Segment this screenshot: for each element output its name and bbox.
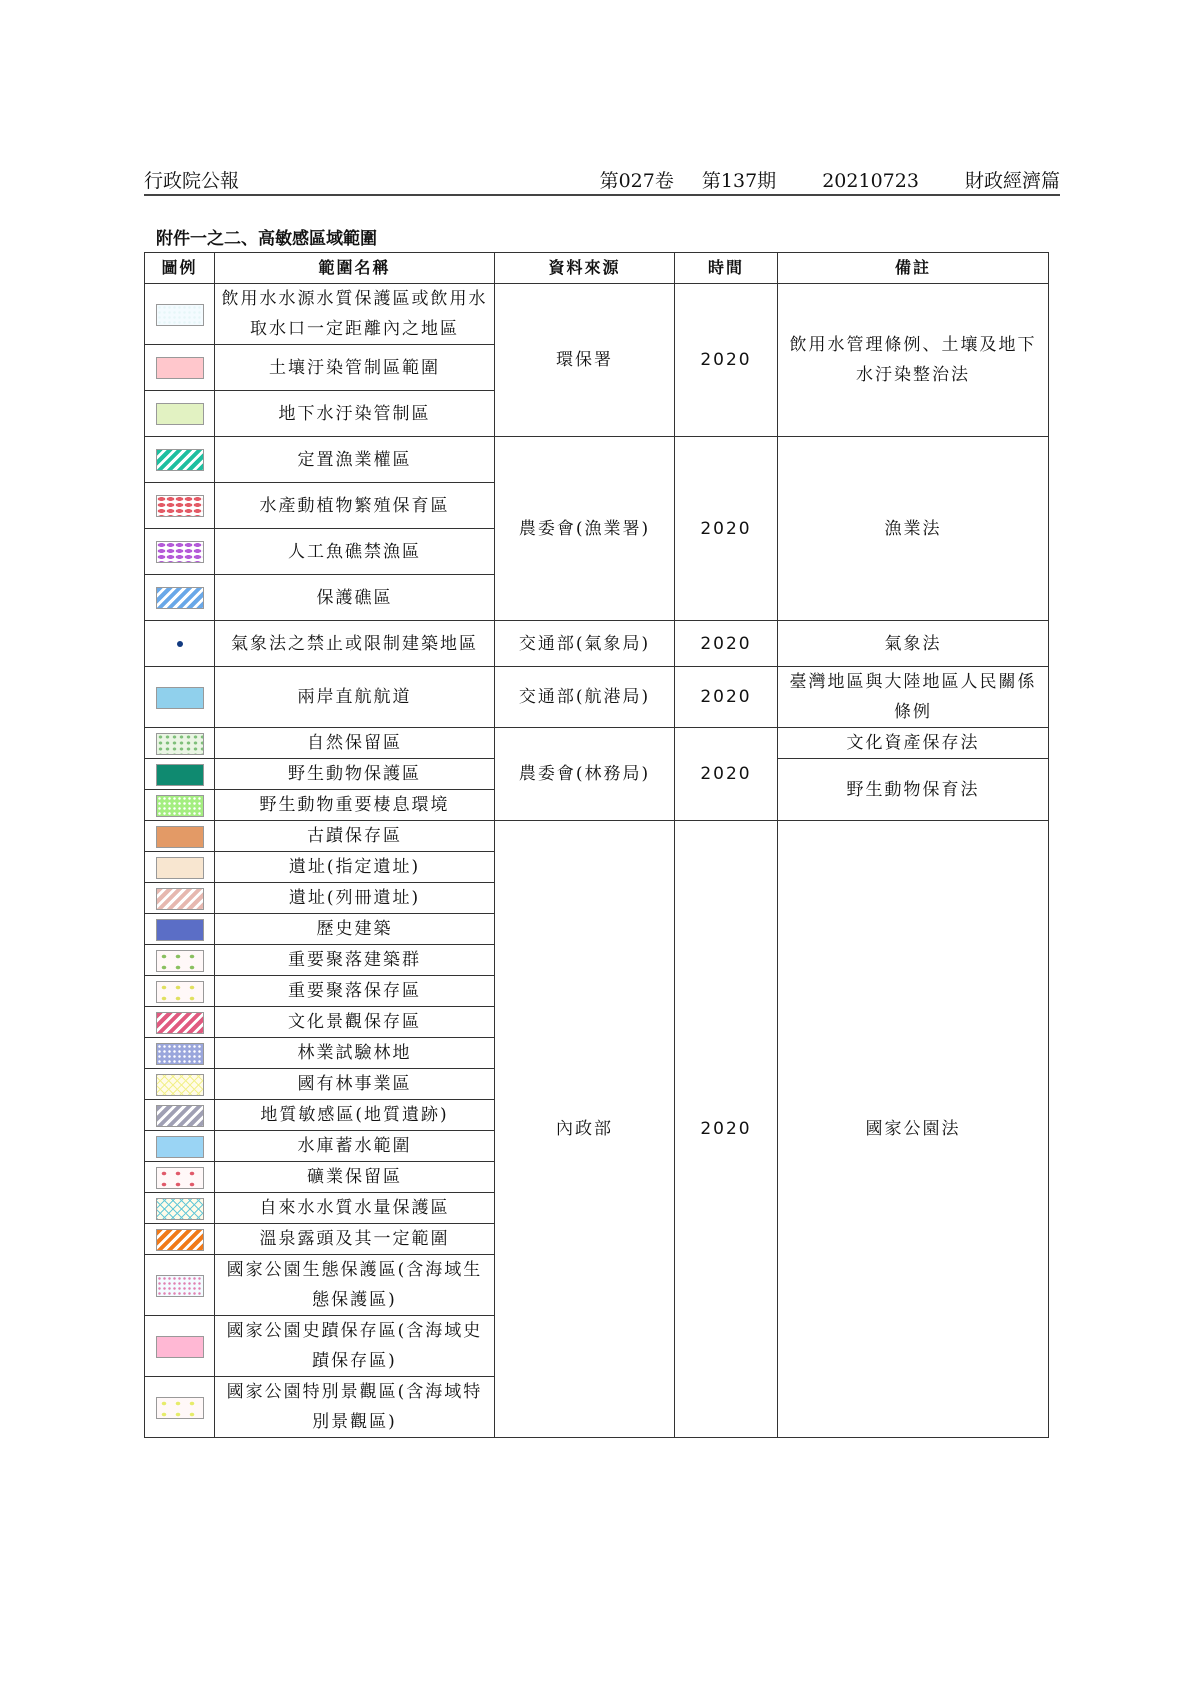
area-name: 古蹟保存區 — [215, 821, 495, 852]
area-name: 土壤汙染管制區範圍 — [215, 345, 495, 391]
legend-cell — [145, 1038, 215, 1069]
legend-swatch-icon — [156, 1136, 204, 1158]
legend-cell — [145, 437, 215, 483]
table-caption: 附件一之二、高敏感區域範圍 — [156, 229, 377, 249]
legend-cell — [145, 1100, 215, 1131]
area-name: 遺址(指定遺址) — [215, 852, 495, 883]
publication-name: 行政院公報 — [144, 170, 240, 192]
issue-info — [600, 166, 1060, 193]
legend-cell — [145, 575, 215, 621]
legend-swatch-icon — [156, 1074, 204, 1096]
legend-swatch-icon — [156, 1167, 204, 1189]
col-header-year: 時間 — [675, 253, 778, 284]
data-year: 2020 — [675, 437, 778, 621]
legend-cell — [145, 284, 215, 345]
area-name: 兩岸直航航道 — [215, 667, 495, 728]
legend-swatch-icon — [156, 1105, 204, 1127]
area-name: 國有林事業區 — [215, 1069, 495, 1100]
legend-swatch-icon — [156, 357, 204, 379]
legend-cell — [145, 790, 215, 821]
area-name: 歷史建築 — [215, 914, 495, 945]
data-source: 交通部(航港局) — [495, 667, 675, 728]
data-source: 農委會(漁業署) — [495, 437, 675, 621]
legend-swatch-icon — [156, 919, 204, 941]
data-source: 交通部(氣象局) — [495, 621, 675, 667]
area-name: 重要聚落保存區 — [215, 976, 495, 1007]
legend-swatch-icon — [156, 950, 204, 972]
legend-swatch-icon — [156, 1336, 204, 1358]
area-name: 國家公園特別景觀區(含海域特別景觀區) — [215, 1377, 495, 1438]
legend-swatch-icon — [156, 733, 204, 755]
legal-basis-note: 文化資產保存法 — [778, 728, 1049, 759]
legend-swatch-icon — [156, 1229, 204, 1251]
data-year: 2020 — [675, 667, 778, 728]
area-name: 林業試驗林地 — [215, 1038, 495, 1069]
area-name: 定置漁業權區 — [215, 437, 495, 483]
table-row — [145, 621, 1049, 667]
legend-swatch-icon — [156, 1275, 204, 1297]
legend-cell — [145, 1162, 215, 1193]
legend-cell — [145, 1377, 215, 1438]
col-header-legend: 圖例 — [145, 253, 215, 284]
area-name: 保護礁區 — [215, 575, 495, 621]
legend-swatch-icon — [156, 981, 204, 1003]
area-name: 地下水汙染管制區 — [215, 391, 495, 437]
area-name: 野生動物保護區 — [215, 759, 495, 790]
col-header-source: 資料來源 — [495, 253, 675, 284]
area-name: 國家公園生態保護區(含海域生態保護區) — [215, 1255, 495, 1316]
data-year: 2020 — [675, 621, 778, 667]
section: 財政經濟篇 — [964, 170, 1060, 192]
legend-swatch-icon — [156, 449, 204, 471]
legend-cell — [145, 883, 215, 914]
sensitive-area-table — [144, 252, 1049, 1438]
legend-swatch-icon — [156, 795, 204, 817]
legend-cell — [145, 821, 215, 852]
legal-basis-note: 漁業法 — [778, 437, 1049, 621]
legend-cell — [145, 1193, 215, 1224]
legend-cell — [145, 759, 215, 790]
legend-cell — [145, 1224, 215, 1255]
area-name: 礦業保留區 — [215, 1162, 495, 1193]
area-name: 國家公園史蹟保存區(含海域史蹟保存區) — [215, 1316, 495, 1377]
legend-swatch-icon — [156, 857, 204, 879]
table-body — [145, 284, 1049, 1438]
legend-cell — [145, 1131, 215, 1162]
legend-swatch-icon — [156, 1397, 204, 1419]
data-source: 環保署 — [495, 284, 675, 437]
legend-swatch-icon — [177, 641, 183, 647]
legend-cell — [145, 914, 215, 945]
data-year: 2020 — [675, 821, 778, 1438]
area-name: 水庫蓄水範圍 — [215, 1131, 495, 1162]
legend-swatch-icon — [156, 1043, 204, 1065]
legend-swatch-icon — [156, 403, 204, 425]
legend-swatch-icon — [156, 541, 204, 563]
legal-basis-note: 臺灣地區與大陸地區人民關係條例 — [778, 667, 1049, 728]
data-source: 農委會(林務局) — [495, 728, 675, 821]
legend-cell — [145, 852, 215, 883]
issue: 第137期 — [701, 170, 777, 192]
table-row — [145, 821, 1049, 852]
legend-swatch-icon — [156, 764, 204, 786]
area-name: 遺址(列冊遺址) — [215, 883, 495, 914]
area-name: 水產動植物繁殖保育區 — [215, 483, 495, 529]
area-name: 飲用水水源水質保護區或飲用水取水口一定距離內之地區 — [215, 284, 495, 345]
legend-cell — [145, 1255, 215, 1316]
legend-swatch-icon — [156, 687, 204, 709]
data-year: 2020 — [675, 728, 778, 821]
legend-cell — [145, 667, 215, 728]
legend-swatch-icon — [156, 587, 204, 609]
legend-swatch-icon — [156, 304, 204, 326]
volume: 第027卷 — [599, 170, 674, 192]
legal-basis-note: 野生動物保育法 — [778, 759, 1049, 821]
legend-cell — [145, 945, 215, 976]
legend-swatch-icon — [156, 826, 204, 848]
area-name: 氣象法之禁止或限制建築地區 — [215, 621, 495, 667]
area-name: 溫泉露頭及其一定範圍 — [215, 1224, 495, 1255]
data-year: 2020 — [675, 284, 778, 437]
area-name: 自來水水質水量保護區 — [215, 1193, 495, 1224]
legend-swatch-icon — [156, 495, 204, 517]
legend-cell — [145, 1069, 215, 1100]
legal-basis-note: 國家公園法 — [778, 821, 1049, 1438]
area-name: 野生動物重要棲息環境 — [215, 790, 495, 821]
table-row — [145, 667, 1049, 728]
area-name: 自然保留區 — [215, 728, 495, 759]
table-row — [145, 728, 1049, 759]
area-name: 重要聚落建築群 — [215, 945, 495, 976]
legend-cell — [145, 621, 215, 667]
legend-swatch-icon — [156, 888, 204, 910]
area-name: 人工魚礁禁漁區 — [215, 529, 495, 575]
legend-cell — [145, 728, 215, 759]
col-header-note: 備註 — [778, 253, 1049, 284]
legend-cell — [145, 976, 215, 1007]
legend-cell — [145, 391, 215, 437]
area-name: 地質敏感區(地質遺跡) — [215, 1100, 495, 1131]
legal-basis-note: 氣象法 — [778, 621, 1049, 667]
legend-cell — [145, 483, 215, 529]
legend-cell — [145, 1316, 215, 1377]
legal-basis-note: 飲用水管理條例、土壤及地下水汙染整治法 — [778, 284, 1049, 437]
legend-cell — [145, 529, 215, 575]
col-header-name: 範圍名稱 — [215, 253, 495, 284]
date: 20210723 — [822, 170, 919, 192]
legend-cell — [145, 1007, 215, 1038]
legend-cell — [145, 345, 215, 391]
table-header-row — [145, 253, 1049, 284]
data-source: 內政部 — [495, 821, 675, 1438]
table-row — [145, 284, 1049, 345]
table-row — [145, 437, 1049, 483]
legend-swatch-icon — [156, 1012, 204, 1034]
page-header — [144, 166, 1060, 196]
legend-swatch-icon — [156, 1198, 204, 1220]
area-name: 文化景觀保存區 — [215, 1007, 495, 1038]
